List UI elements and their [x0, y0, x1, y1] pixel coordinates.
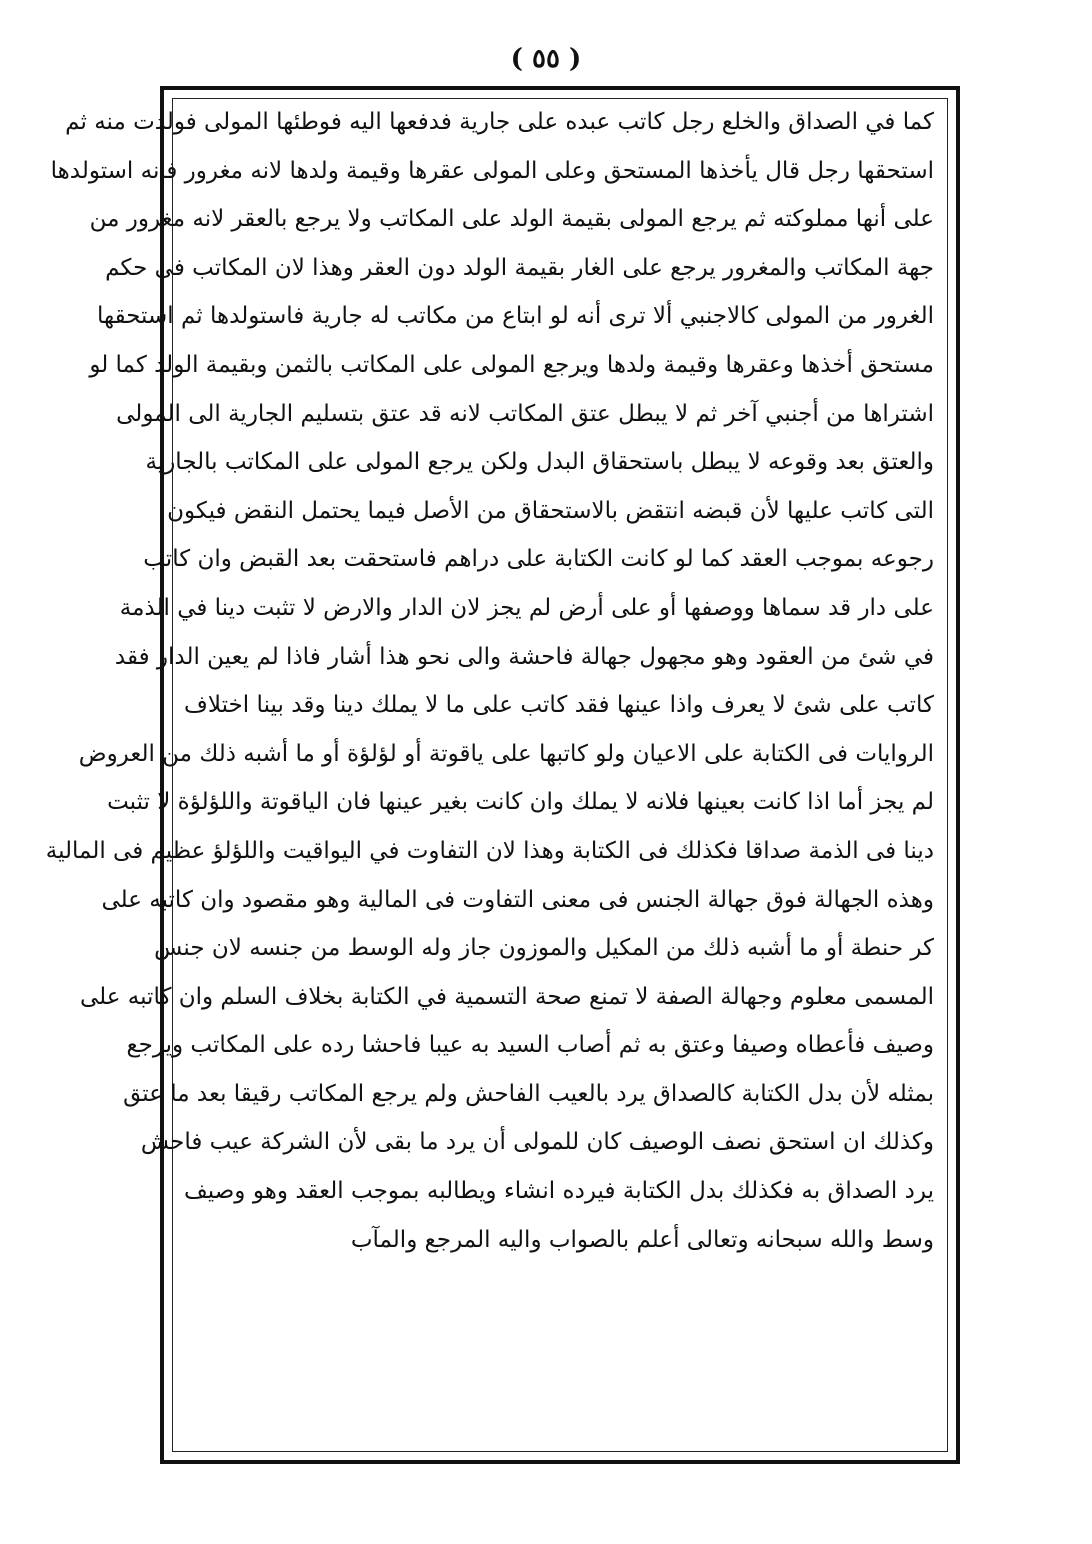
text-line: والعتق بعد وقوعه لا يبطل باستحقاق البدل ولكن يرجع المولى على المكاتب بالجارية — [145, 449, 934, 476]
text-line: مستحق أخذها وعقرها وقيمة ولدها ويرجع المولى على المكاتب بالثمن وبقيمة الولد كما لو — [89, 351, 934, 378]
page-number: ( ٥٥ ) — [510, 44, 582, 74]
text-line: رجوعه بموجب العقد كما لو كانت الكتابة على دراهم فاستحقت بعد القبض وان كاتب — [143, 546, 934, 573]
body-text — [45, 98, 940, 1264]
text-line: اشتراها من أجنبي آخر ثم لا يبطل عتق المكاتب لانه قد عتق بتسليم الجارية الى المولى — [116, 400, 934, 427]
text-line: دينا فى الذمة صداقا فكذلك فى الكتابة وهذا لان التفاوت في اليواقيت واللؤلؤ عظيم فى المالية — [45, 837, 934, 864]
text-line: على دار قد سماها ووصفها أو على أرض لم يجز لان الدار والارض لا تثبت دينا في الذمة — [119, 594, 934, 621]
text-line: وسط والله سبحانه وتعالى أعلم بالصواب واليه المرجع والمآب — [350, 1226, 934, 1253]
text-line: كما في الصداق والخلع رجل كاتب عبده على جارية فدفعها اليه فوطئها المولى فولدت منه ثم — [65, 109, 934, 135]
text-line: كاتب على شئ لا يعرف واذا عينها فقد كاتب على ما لا يملك دينا وقد بينا اختلاف — [184, 692, 934, 719]
text-line: وصيف فأعطاه وصيفا وعتق به ثم أصاب السيد به عيبا فاحشا رده على المكاتب ويرجع — [126, 1032, 934, 1059]
text-line: الغرور من المولى كالاجنبي ألا ترى أنه لو ابتاع من مكاتب له جارية فاستولدها ثم استحقها — [96, 303, 934, 330]
text-line: في شئ من العقود وهو مجهول جهالة فاحشة والى نحو هذا أشار فاذا لم يعين الدار فقد — [114, 643, 934, 670]
text-line: بمثله لأن بدل الكتابة كالصداق يرد بالعيب الفاحش ولم يرجع المكاتب رقيقا بعد ما عتق — [123, 1080, 934, 1107]
text-line: على أنها مملوكته ثم يرجع المولى بقيمة الولد على المكاتب ولا يرجع بالعقر لانه مغرور من — [89, 206, 934, 233]
text-line: المسمى معلوم وجهالة الصفة لا تمنع صحة التسمية في الكتابة بخلاف السلم وان كاتبه على — [79, 983, 934, 1010]
text-line: الروايات فى الكتابة على الاعيان ولو كاتبها على ياقوتة أو لؤلؤة أو ما أشبه ذلك من العروض — [78, 740, 934, 767]
text-line: كر حنطة أو ما أشبه ذلك من المكيل والموزون جاز وله الوسط من جنسه لان جنس — [154, 935, 934, 962]
text-line: استحقها رجل قال يأخذها المستحق وعلى المولى عقرها وقيمة ولدها لانه مغرور فانه استولدها — [50, 157, 934, 184]
text-line: وهذه الجهالة فوق جهالة الجنس فى معنى التفاوت فى المالية وهو مقصود وان كاتبه على — [101, 886, 934, 913]
text-line: جهة المكاتب والمغرور يرجع على الغار بقيمة الولد دون العقر وهذا لان المكاتب فى حكم — [105, 254, 934, 281]
text-line: لم يجز أما اذا كانت بعينها فلانه لا يملك وان كانت بغير عينها فان الياقوتة واللؤلؤة لا تثبت — [107, 789, 934, 816]
text-line: التى كاتب عليها لأن قبضه انتقض بالاستحقاق من الأصل فيما يحتمل النقض فيكون — [167, 497, 934, 524]
text-line: وكذلك ان استحق نصف الوصيف كان للمولى أن يرد ما بقى لأن الشركة عيب فاحش — [140, 1129, 934, 1156]
text-line: يرد الصداق به فكذلك بدل الكتابة فيرده انشاء ويطالبه بموجب العقد وهو وصيف — [184, 1178, 934, 1205]
